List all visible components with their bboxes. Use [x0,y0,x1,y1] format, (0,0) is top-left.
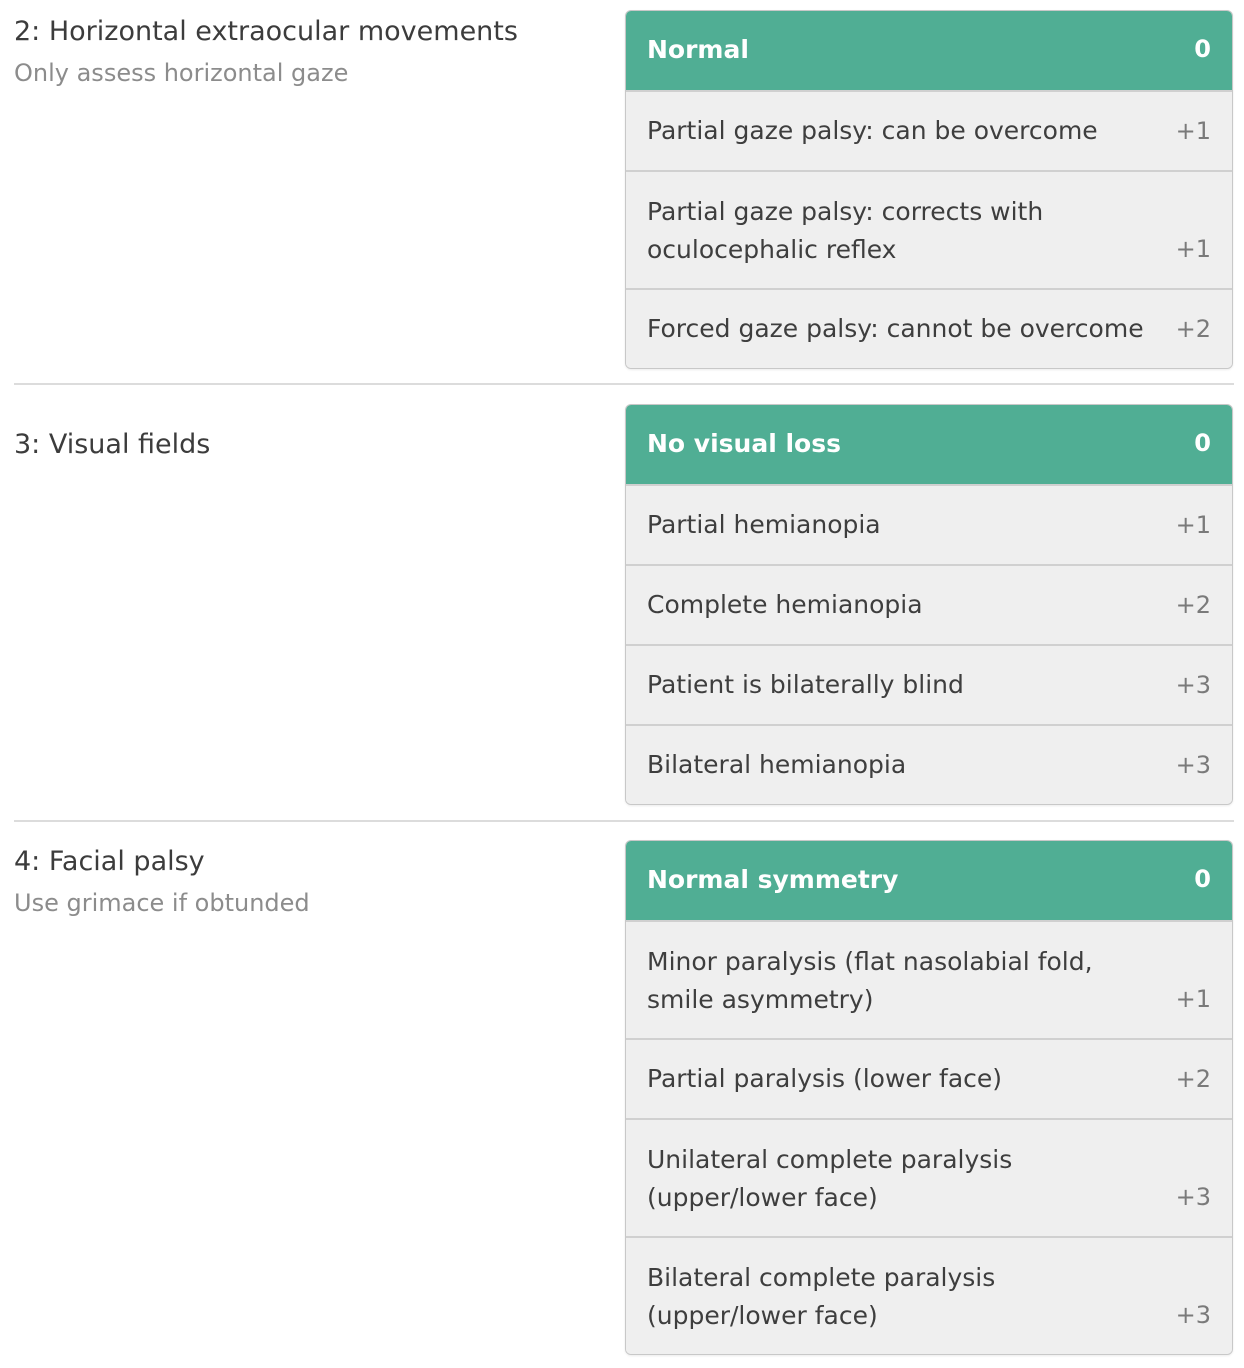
question-title: 3: Visual fields [14,429,211,460]
option-list [625,10,1233,369]
option-label: Unilateral complete paralysis (upper/lower face) [647,1145,1013,1212]
question-title: 2: Horizontal extraocular movements [14,16,518,47]
option-label: Complete hemianopia [647,590,923,619]
section-divider [14,820,1234,822]
option-bilaterally-blind[interactable] [626,644,1232,724]
option-label: Forced gaze palsy: cannot be overcome [647,314,1144,343]
question-title: 4: Facial palsy [14,846,205,877]
option-normal[interactable] [626,11,1232,90]
option-partial-paralysis[interactable] [626,1038,1232,1118]
question-subtitle: Use grimace if obtunded [14,889,310,917]
section-divider [14,383,1234,385]
option-score: 0 [1194,429,1211,457]
option-label: Partial gaze palsy: corrects with oculocephalic reflex [647,197,1044,264]
option-list [625,840,1233,1355]
option-bilateral-hemianopia[interactable] [626,724,1232,804]
option-label: Patient is bilaterally blind [647,670,964,699]
option-label: No visual loss [647,429,841,458]
option-score: +1 [1175,235,1211,263]
option-complete-hemianopia[interactable] [626,564,1232,644]
option-partial-hemianopia[interactable] [626,484,1232,564]
option-label: Normal symmetry [647,865,899,894]
option-label: Normal [647,35,749,64]
option-score: 0 [1194,35,1211,63]
option-score: +2 [1175,315,1211,343]
option-bilateral-complete-paralysis[interactable] [626,1236,1232,1354]
option-normal-symmetry[interactable] [626,841,1232,920]
option-label: Partial hemianopia [647,510,881,539]
option-label: Partial gaze palsy: can be overcome [647,116,1098,145]
option-label: Partial paralysis (lower face) [647,1064,1003,1093]
option-score: +1 [1175,511,1211,539]
option-score: +1 [1175,117,1211,145]
option-minor-paralysis[interactable] [626,920,1232,1038]
option-no-visual-loss[interactable] [626,405,1232,484]
option-label: Minor paralysis (flat nasolabial fold, smile asymmetry) [647,947,1093,1014]
option-score: +3 [1175,1301,1211,1329]
option-score: +3 [1175,751,1211,779]
option-label: Bilateral complete paralysis (upper/lower face) [647,1263,996,1330]
option-score: +1 [1175,985,1211,1013]
option-unilateral-complete-paralysis[interactable] [626,1118,1232,1236]
option-score: +2 [1175,1065,1211,1093]
option-score: +2 [1175,591,1211,619]
option-score: 0 [1194,865,1211,893]
option-partial-gaze-oculocephalic[interactable] [626,170,1232,288]
option-score: +3 [1175,671,1211,699]
question-subtitle: Only assess horizontal gaze [14,59,349,87]
option-forced-gaze[interactable] [626,288,1232,368]
option-label: Bilateral hemianopia [647,750,907,779]
option-list [625,404,1233,805]
option-score: +3 [1175,1183,1211,1211]
option-partial-gaze-overcome[interactable] [626,90,1232,170]
